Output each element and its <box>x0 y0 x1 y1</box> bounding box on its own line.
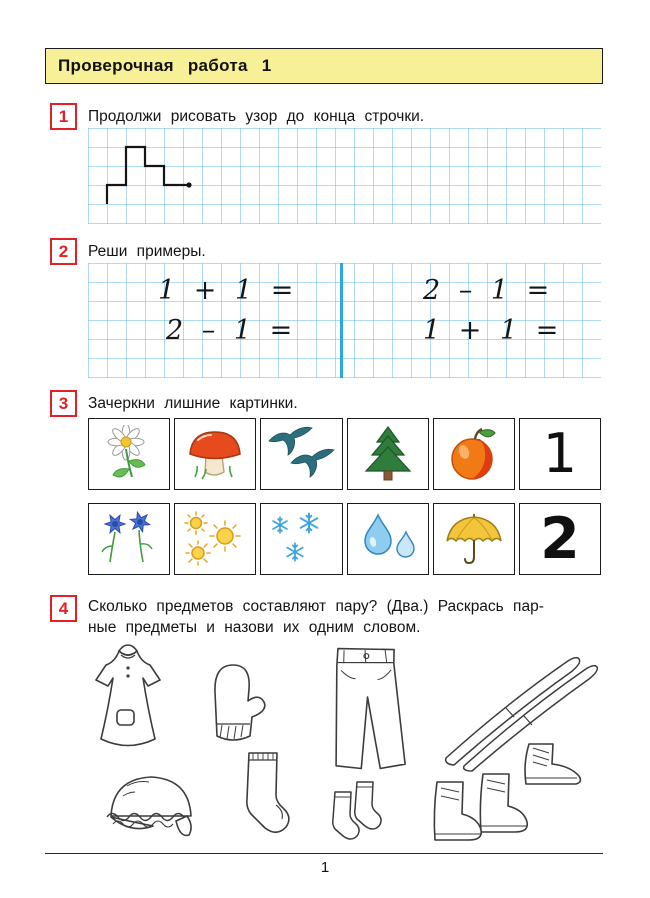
picture-row-1 <box>88 418 601 490</box>
number-cell <box>519 418 601 490</box>
swallows-icon <box>265 425 337 483</box>
example-left-1: 1 + 1 = <box>158 275 297 306</box>
picture-cell <box>347 418 429 490</box>
task-2-instruction: Реши примеры. <box>88 243 206 260</box>
picture-cell <box>88 503 170 575</box>
picture-cell <box>347 503 429 575</box>
page-number: 1 <box>320 859 330 876</box>
picture-cell <box>174 418 256 490</box>
task-4-number: 4 <box>50 595 77 622</box>
fir-tree-icon <box>352 425 424 483</box>
picture-row-2 <box>88 503 601 575</box>
cornflowers-icon <box>93 510 165 568</box>
daisy-icon <box>93 425 165 483</box>
dress-drawing <box>80 642 176 754</box>
task-1-instruction: Продолжи рисовать узор до конца строчки. <box>88 108 425 125</box>
mushroom-icon <box>179 425 251 483</box>
apple-icon <box>438 425 510 483</box>
number-cell <box>519 503 601 575</box>
clothing-drawings <box>45 640 605 848</box>
pattern-grid <box>88 128 601 224</box>
suns-icon <box>179 510 251 568</box>
shoe-drawing <box>515 736 601 794</box>
big-number-2: 2 <box>540 505 580 572</box>
worksheet-title: Проверочная работа 1 <box>45 48 603 84</box>
mitten-drawing <box>197 654 267 746</box>
trousers-drawing <box>310 637 429 775</box>
example-left-2: 2 – 1 = <box>166 315 296 346</box>
task-3-number: 3 <box>50 390 77 417</box>
picture-cell <box>174 503 256 575</box>
raindrops-icon <box>352 510 424 568</box>
task-2-number: 2 <box>50 238 77 265</box>
task-4-instruction <box>88 596 604 638</box>
big-number-1: 1 <box>542 422 578 485</box>
picture-cell <box>260 503 342 575</box>
task-3-instruction: Зачеркни лишние картинки. <box>88 395 298 412</box>
picture-cell <box>88 418 170 490</box>
column-divider-line <box>340 263 343 378</box>
fur-hat-drawing <box>97 766 205 840</box>
example-right-2: 1 + 1 = <box>423 315 562 346</box>
task-4-instruction-line2: ные предметы и назови их одним словом. <box>88 619 421 636</box>
example-right-1: 2 – 1 = <box>423 275 553 306</box>
examples-grid <box>88 263 601 378</box>
picture-cell <box>433 503 515 575</box>
step-pattern-drawing <box>88 128 601 224</box>
long-sock-drawing <box>233 748 293 842</box>
small-socks-drawing <box>327 778 393 844</box>
picture-cell <box>433 418 515 490</box>
task-1-number: 1 <box>50 103 77 130</box>
snowflakes-icon <box>265 510 337 568</box>
picture-cell <box>260 418 342 490</box>
task-4-instruction-line1: Сколько предметов составляют пару? (Два.) Раскрась пар- <box>88 598 544 615</box>
footer-rule <box>45 853 603 854</box>
umbrella-icon <box>438 510 510 568</box>
